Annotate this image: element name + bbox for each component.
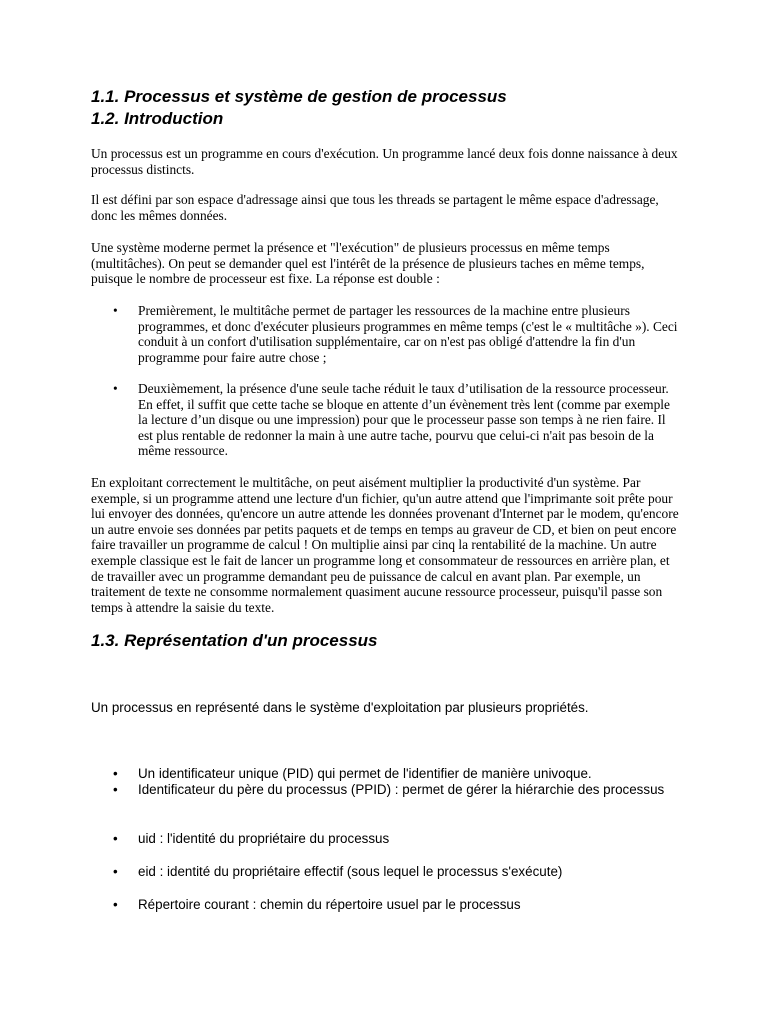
intro-paragraph-2: Il est défini par son espace d'adressage ainsi que tous les threads se partagent le même espace d'adressage, donc les mêmes données. [91, 192, 659, 223]
representation-paragraph: Un processus en représenté dans le système d'exploitation par plusieurs propriétés. [91, 700, 589, 715]
list-item-text: Identificateur du père du processus (PPID) : permet de gérer la hiérarchie des processus [138, 782, 665, 797]
list-item [91, 782, 681, 798]
list-item-text: Premièrement, le multitâche permet de partager les ressources de la machine entre plusieurs programmes, et donc d'exécuter plusieurs programmes en même temps (c'est le « multitâche »). Ceci conduit à un confort d'utilisation supplémentaire, car on n'est pas obligé d'attendre la fin d'un programme pour faire autre chose ; [138, 303, 678, 365]
list-item [91, 381, 681, 459]
heading-1-2: 1.2. Introduction [91, 109, 224, 128]
properties-list-4 [91, 897, 681, 913]
properties-list-3 [91, 864, 681, 880]
intro-paragraph-1: Un processus est un programme en cours d'exécution. Un programme lancé deux fois donne naissance à deux processus distincts. [91, 146, 678, 177]
bullet-icon: • [113, 766, 118, 781]
list-item [91, 766, 681, 782]
intro-paragraph-4: En exploitant correctement le multitâche, on peut aisément multiplier la productivité d'un système. Par exemple, si un programme attend une lecture d'un fichier, qu'un autre attend que l'imprimante soit prête pour lui envoyer des données, qu'encore un autre attende les données provenant d'Internet par le modem, qu'encore un autre envoie ses données par petits paquets et de temps en temps au graveur de CD, et bien on peut encore faire travailler un programme de calcul ! On multiplie ainsi par cinq la rentabilité de la machine. Un autre exemple classique est le fait de lancer un programme long et consommateur de ressources en arrière plan, et de travailler avec un programme demandant peu de puissance de calcul en avant plan. Par exemple, un traitement de texte ne consomme normalement quasiment aucune ressource processeur, puisqu'il passe son temps à attendre la saisie du texte. [91, 475, 679, 615]
heading-1-1: 1.1. Processus et système de gestion de processus [91, 87, 507, 106]
list-item-text: uid : l'identité du propriétaire du processus [138, 831, 390, 846]
bullet-icon: • [113, 831, 118, 846]
intro-bullet-list [91, 303, 681, 365]
list-item-text: Répertoire courant : chemin du répertoire usuel par le processus [138, 897, 521, 912]
bullet-icon: • [113, 782, 118, 797]
list-item-text: eid : identité du propriétaire effectif (sous lequel le processus s'exécute) [138, 864, 563, 879]
list-item [91, 831, 681, 847]
heading-1-3: 1.3. Représentation d'un processus [91, 631, 378, 650]
list-item-text: Un identificateur unique (PID) qui permet de l'identifier de manière univoque. [138, 766, 592, 781]
bullet-icon: • [113, 897, 118, 912]
bullet-icon: • [113, 864, 118, 879]
intro-bullet-list-2 [91, 381, 681, 459]
bullet-icon: • [113, 381, 118, 396]
list-item [91, 864, 681, 880]
properties-list-1 [91, 766, 681, 798]
list-item [91, 303, 681, 365]
list-item-text: Deuxièmement, la présence d'une seule tache réduit le taux d’utilisation de la ressource processeur. En effet, il suffit que cette tache se bloque en attente d’un évènement très lent (comme par exemple la lecture d’un disque ou une impression) pour que le processeur passe son temps à ne rien faire. Il est plus rentable de redonner la main à une autre tache, pourvu que celui-ci n'ait pas besoin de la même ressource. [138, 381, 670, 459]
bullet-icon: • [113, 303, 118, 318]
list-item [91, 897, 681, 913]
intro-paragraph-3: Une système moderne permet la présence et "l'exécution" de plusieurs processus en même temps (multitâches). On peut se demander quel est l'intérêt de la présence de plusieurs taches en même temps, puisque le nombre de processeur est fixe. La réponse est double : [91, 240, 645, 287]
properties-list-2 [91, 831, 681, 847]
